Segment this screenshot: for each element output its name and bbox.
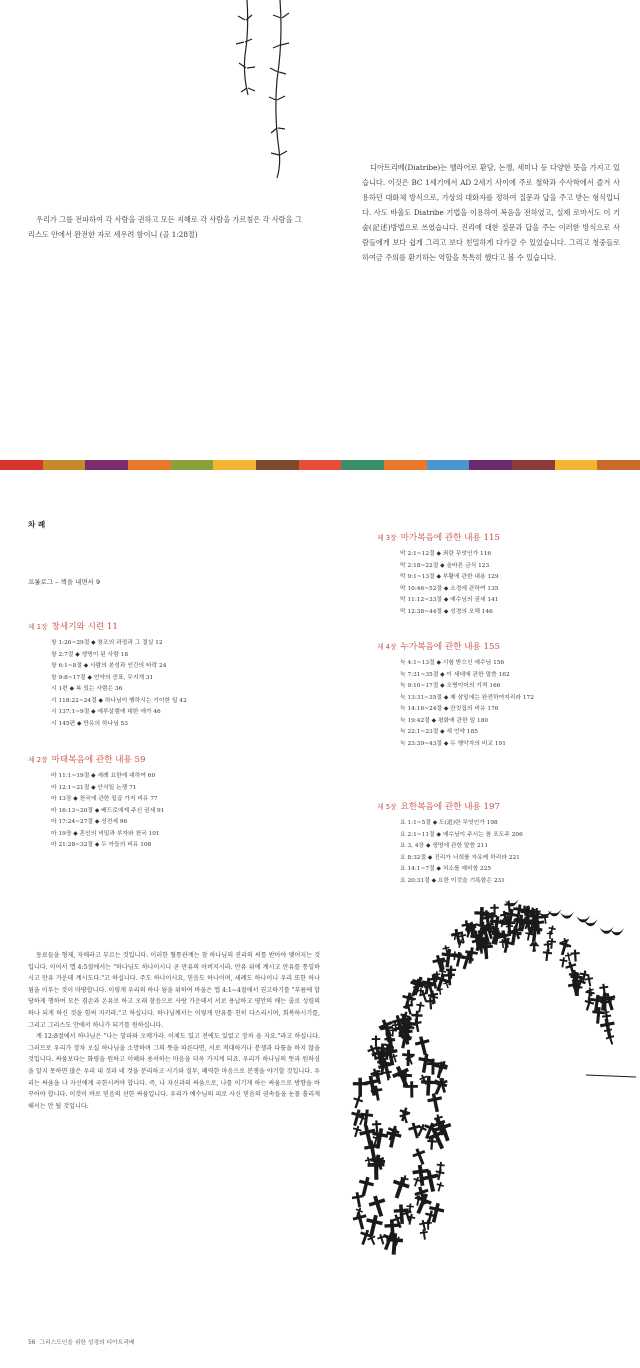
toc-entry[interactable]: 마 13장 ◆ 천국에 관한 일곱 가지 비유 77	[51, 796, 158, 802]
cross-icon	[397, 1106, 411, 1122]
body-paragraph: 동료들을 형제, 자매라고 부르는 것입니다. 이러한 혈통관계는 참 하나님의 진리의 씨를 받아야 맺어지는 것입니다. 이어서 엡 4:5절에서는 "하나님도 하나이시니 곧 만유의 아버지시라. 만유 위에 계시고 만유를 통일하시고 만유 가운데 계시도다."고 하십니다. 주도 하나이시요, 믿음도 하나이며, 세례도 하나이니 우리 또한 하나 됨을 이루는 것이 마땅합니다. 이렇게 우리의 하나 됨을 위하여 바울은 엡 4:1~4절에서 권고하기를 "부름에 합당하게 행하여 모든 겸손과 온유로 하고 오래 참음으로 사랑 가운데서 서로 용납하고 평안의 매는 줄로 성령의 하나 되게 하신 것을 힘써 지키라."고 하십니다. 하나님께서는 이렇게 만유를 친히 다스리시며, 회복하시기를, 그리고 그리스도 안에서 하나가 되기를 원하십니다.	[28, 952, 320, 1029]
cross-icon	[351, 1125, 363, 1138]
cross-icon	[351, 1095, 364, 1110]
toc-entry[interactable]: 마 21:28~32절 ◆ 두 아들의 비유 108	[51, 842, 152, 848]
toc-entry[interactable]: 요 3, 4장 ◆ 생명에 관한 말씀 211	[400, 843, 489, 849]
toc-chapter-5	[377, 800, 523, 887]
color-band-segment	[341, 460, 384, 470]
toc-entry[interactable]: 시 145편 ◆ 만유의 하나님 53	[51, 720, 128, 727]
toc-prologue[interactable]: 프롤로그 – 책을 내면서 9	[28, 578, 101, 586]
cross-icon	[542, 949, 552, 962]
chapter-number: 제 2장	[28, 756, 48, 764]
cross-icon	[372, 1036, 381, 1047]
diatribe-intro	[362, 160, 620, 265]
color-band-segment	[128, 460, 171, 470]
chapter-number: 제 1장	[28, 623, 48, 631]
toc-entry[interactable]: 마 16:13~20절 ◆ 베드로에게 주신 권세 91	[51, 807, 165, 814]
color-band-segment	[299, 460, 342, 470]
toc-entry[interactable]: 눅 23:39~43절 ◆ 두 행악자의 비교 191	[400, 740, 506, 747]
cross-icon	[435, 1181, 445, 1192]
cross-icon	[382, 1068, 393, 1081]
bird-icon	[560, 912, 574, 919]
cross-icon	[584, 975, 594, 987]
toc-entry[interactable]: 눅 22:1~23절 ◆ 새 언약 185	[400, 729, 478, 735]
page-number: 56	[28, 1340, 36, 1346]
toc-chapter-2	[28, 753, 164, 852]
cross-icon	[414, 1035, 433, 1057]
toc-entry[interactable]: 요 8:32절 ◆ 진리가 너희를 자유케 하리라 221	[400, 854, 520, 861]
toc-entry[interactable]: 창 6:1~8절 ◆ 사람의 본성과 인간의 타락 24	[51, 663, 167, 669]
toc-entry[interactable]: 눅 13:31~35절 ◆ 제 삼일에는 완전하여지리라 172	[400, 694, 534, 701]
toc-entry[interactable]: 막 10:46~52절 ◆ 소경에 관하여 135	[400, 585, 499, 592]
scripture-quote: 우리가 그를 전파하여 각 사람을 권하고 모든 지혜로 각 사람을 가르침은 각 사람을 그리스도 안에서 완전한 자로 세우려 함이니 (골 1:28절)	[28, 215, 302, 239]
toc-entry[interactable]: 요 2:1~11절 ◆ 예수님이 주시는 참 포도주 206	[400, 831, 523, 838]
toc-chapter-4	[377, 640, 534, 750]
toc-chapter-3	[377, 531, 500, 618]
color-band-segment	[0, 460, 43, 470]
chapter-number: 제 3장	[377, 534, 397, 542]
color-band-segment	[171, 460, 214, 470]
color-band-segment	[597, 460, 640, 470]
toc-entry[interactable]: 막 2:18~22절 ◆ 올바른 금식 123	[400, 562, 490, 569]
intro-paragraph: 디아트리베(Diatribe)는 헬라어로 환담, 논쟁, 세미나 등 다양한 뜻을 가지고 있습니다. 이것은 BC 1세기에서 AD 2세기 사이에 주로 철학과 수사학에서 즐겨 사용하던 대화체 방식으로, 가상의 대화자를 정하여 질문과 답을 주고 받는 형식입니다. 사도 바울도 Diatribe 기법을 이용하여 복음을 전하였고, 실제 로마서도 이 기술(記述)방법으로 쓰였습니다. 진리에 대한 질문과 답을 주는 이러한 방식으로 사람들에게 보다 쉽게 그리고 보다 친밀하게 다가갈 수 있었습니다. 그리고 청중들로 하여금 주의를 환기하는 역할을 톡톡히 했다고 볼 수 있습니다.	[362, 163, 620, 262]
cross-icon	[570, 949, 580, 961]
toc-entry[interactable]: 요 1:1~5절 ◆ 도(道)란 무엇인가 198	[400, 820, 498, 826]
cross-icon	[446, 966, 456, 979]
color-band-segment	[256, 460, 299, 470]
body-paragraph: 계 12:8절에서 하나님은 "나는 알파와 오메가라. 이제도 있고 전에도 있었고 장차 올 자요."라고 하십니다. 그러므로 우리가 장차 오실 하나님을 소망하며 그의 뜻을 따른다면, 서로 적대하거나 분쟁과 다툼을 하지 않을 것입니다. 싸움보다는 화평을 원하고 이해와 용서하는 마음을 더욱 가지게 되죠. 우리가 하나님의 뜻과 원하심을 알지 못하면 많은 우리 내 것과 네 것을 분리하고 시기와 질투, 폐역한 마음으로 분쟁을 야기할 것입니다. 우리는 싸움을 나 자신에게 국한시켜야 합니다. 즉, 나 자신과의 싸움으로, 나를 이기게 하는 싸움으로 방향을 바꾸어야 합니다. 이것이 바로 믿음의 선한 싸움입니다. 우리가 예수님의 피로 사신 믿음의 권속들을 눈물 흘리게 해서는 안 될 것입니다.	[28, 1033, 320, 1110]
toc-entry[interactable]: 막 11:12~33절 ◆ 예수님의 권세 141	[400, 597, 499, 603]
chapter-title[interactable]: 요한복음에 관한 내용 197	[400, 802, 500, 812]
toc-entry[interactable]: 막 2:1~12절 ◆ 죄란 무엇인가 116	[400, 551, 492, 557]
toc-entry[interactable]: 창 9:8~17절 ◆ 언약의 증표, 무지개 31	[51, 674, 154, 681]
color-band-segment	[43, 460, 86, 470]
toc-entry[interactable]: 눅 14:16~24절 ◆ 잔칫집의 비유 176	[400, 706, 499, 712]
chapter-number: 제 5장	[377, 803, 397, 811]
color-band-segment	[427, 460, 470, 470]
crosses-and-birds-illustration	[336, 875, 636, 1255]
toc-entry[interactable]: 눅 7:31~35절 ◆ 이 세대에 관한 말씀 162	[400, 671, 510, 678]
toc-entry[interactable]: 눅 4:1~13절 ◆ 시험 받으신 예수님 156	[400, 660, 505, 666]
footer-title: 그리스도인을 위한 성경의 디아트리베	[39, 1340, 135, 1346]
bird-icon	[547, 909, 561, 916]
chapter-number: 제 4장	[377, 643, 397, 651]
toc-entry[interactable]: 요 20:31절 ◆ 요한 이것을 기록함은 231	[400, 877, 505, 884]
cross-icon	[367, 1194, 389, 1219]
body-text	[28, 950, 320, 1112]
color-band-segment	[384, 460, 427, 470]
toc-entry[interactable]: 막 9:1~13절 ◆ 부활에 관한 내용 129	[400, 574, 499, 580]
toc-title: 차 례	[28, 520, 46, 529]
toc-entry[interactable]: 시 118:22~24절 ◆ 하나님이 행하시는 기이한 일 42	[51, 697, 187, 704]
page-footer	[28, 1337, 135, 1346]
toc-entry[interactable]: 눅 19:42절 ◆ 평화에 관한 일 180	[400, 717, 489, 724]
toc-chapter-1	[28, 620, 187, 730]
bird-icon	[600, 927, 614, 934]
color-band-segment	[512, 460, 555, 470]
toc-entry[interactable]: 마 17:24~27절 ◆ 성전세 96	[51, 819, 128, 825]
color-band-segment	[85, 460, 128, 470]
cross-icon	[411, 1146, 429, 1166]
color-band-segment	[213, 460, 256, 470]
chapter-title[interactable]: 마가복음에 관한 내용 115	[400, 533, 500, 543]
toc-entry[interactable]: 창 1:26~29절 ◆ 창조의 과정과 그 결실 12	[51, 640, 163, 646]
toc-entry[interactable]: 막 12:38~44절 ◆ 성경의 오해 146	[400, 608, 493, 615]
color-band	[0, 460, 640, 470]
cross-icon	[427, 1137, 437, 1150]
chapter-title[interactable]: 마태복음에 관한 내용 59	[51, 755, 146, 765]
toc-entry[interactable]: 마 19장 ◆ 혼인의 비밀과 부자와 천국 101	[51, 830, 160, 837]
chapter-title[interactable]: 창세기와 시련 11	[51, 622, 118, 632]
toc-entry[interactable]: 창 2:7절 ◆ 생명이 된 사람 18	[51, 651, 129, 658]
cross-icon	[356, 1175, 375, 1197]
color-band-segment	[555, 460, 598, 470]
toc-entry[interactable]: 시 137:1~9절 ◆ 예루살렘에 대한 애가 46	[51, 709, 161, 715]
bird-icon	[576, 915, 590, 922]
cross-icon	[438, 968, 446, 978]
toc-entry[interactable]: 눅 9:10~17절 ◆ 오병이어의 기적 166	[400, 683, 501, 689]
color-band-segment	[469, 460, 512, 470]
tail-line	[586, 1075, 636, 1077]
toc-entry[interactable]: 요 14:1~7절 ◆ 처소를 예비함 225	[400, 866, 492, 872]
thorn-vine-illustration	[225, 0, 315, 180]
toc-entry[interactable]: 시 1편 ◆ 복 있는 사람은 36	[51, 686, 123, 692]
chapter-title[interactable]: 누가복음에 관한 내용 155	[400, 642, 500, 652]
cross-icon	[353, 1078, 368, 1097]
toc-entry[interactable]: 마 11:1~19절 ◆ 세례 요한에 대하여 60	[51, 773, 156, 779]
toc-entry[interactable]: 마 12:1~21절 ◆ 안식일 논쟁 71	[51, 784, 137, 791]
